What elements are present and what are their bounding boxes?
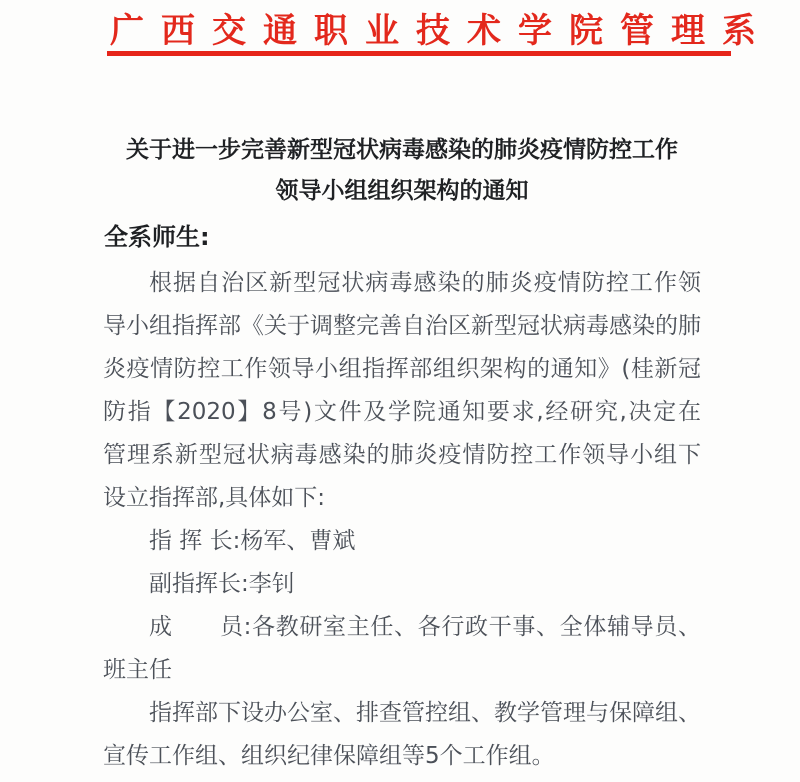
body-line: 导小组指挥部《关于调整完善自治区新型冠状病毒感染的肺: [103, 313, 701, 339]
body-line: 指 挥 长:杨军、曹斌: [149, 528, 356, 554]
body-line: 宣传工作组、组织纪律保障组等5个工作组。: [103, 743, 555, 769]
body-line: 根据自治区新型冠状病毒感染的肺炎疫情防控工作领: [149, 270, 701, 296]
body-line: 炎疫情防控工作领导小组指挥部组织架构的通知》(桂新冠: [103, 356, 701, 382]
body-line: 副指挥长:李钊: [149, 571, 295, 597]
body-line: 管理系新型冠状病毒感染的肺炎疫情防控工作领导小组下: [103, 442, 701, 468]
body-line: 防指【2020】8号)文件及学院通知要求,经研究,决定在: [103, 399, 701, 425]
letterhead-rule: [107, 51, 731, 56]
body-line: 班主任: [103, 657, 172, 683]
body-line: 成 员:各教研室主任、各行政干事、全体辅导员、: [149, 614, 701, 640]
body-line: 设立指挥部,具体如下:: [103, 485, 326, 511]
letterhead-org-name: 广西交通职业技术学院管理系: [110, 11, 773, 51]
doc-title: [102, 130, 702, 212]
notice-body: [103, 262, 701, 778]
salutation: 全系师生:: [104, 223, 210, 251]
body-line: 指挥部下设办公室、排查管控组、教学管理与保障组、: [149, 700, 701, 726]
doc-title-line-2: 领导小组组织架构的通知: [275, 178, 529, 204]
doc-title-line-1: 关于进一步完善新型冠状病毒感染的肺炎疫情防控工作: [126, 137, 678, 163]
